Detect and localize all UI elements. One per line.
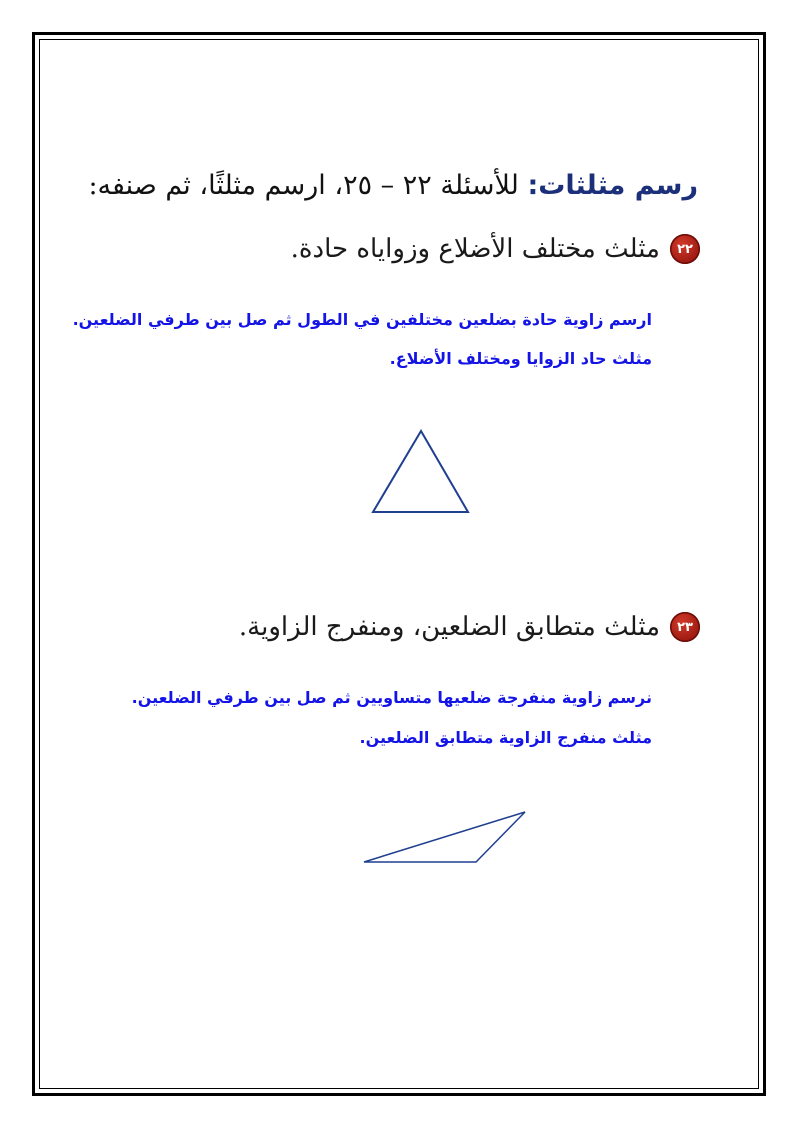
question-number-badge: ٢٣ — [670, 612, 700, 642]
question-number-badge: ٢٢ — [670, 234, 700, 264]
question-prompt: مثلث مختلف الأضلاع وزواياه حادة. — [290, 234, 660, 264]
acute-scalene-triangle — [373, 431, 468, 512]
answer-line: مثلث منفرج الزاوية متطابق الضلعين. — [359, 728, 652, 747]
answer-line: مثلث حاد الزوايا ومختلف الأضلاع. — [389, 349, 652, 368]
section-label: رسم مثلثات: — [527, 170, 698, 201]
question-prompt: مثلث متطابق الضلعين، ومنفرج الزاوية. — [238, 612, 660, 642]
answer-line: ارسم زاوية حادة بضلعين مختلفين في الطول ثم صل بين طرفي الضلعين. — [72, 310, 652, 329]
answer-line: نرسم زاوية منفرجة ضلعيها متساويين ثم صل بين طرفي الضلعين. — [131, 688, 652, 707]
obtuse-isosceles-triangle — [364, 812, 525, 862]
section-instruction: للأسئلة ٢٢ – ٢٥، ارسم مثلثًا، ثم صنفه: — [88, 170, 519, 201]
